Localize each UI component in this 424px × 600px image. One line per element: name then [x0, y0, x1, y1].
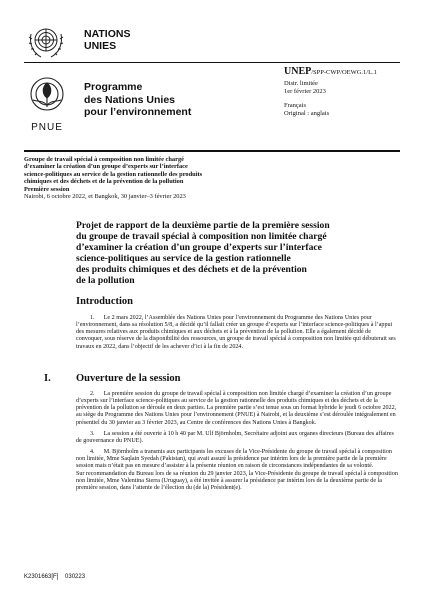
original-language: Original : anglais — [284, 110, 330, 117]
meeting-line1: Groupe de travail spécial à composition non limitée chargé — [24, 156, 184, 163]
document-symbol — [284, 66, 377, 77]
unep-name-line2: des Nations Unies — [84, 93, 176, 106]
paragraph-3-text: 3. La session a été ouverte à 10 h 40 par M. Ulf Björnholm, Secrétaire adjoint aux organes directeurs (Bureau des affaires de gouvernance du PNUE). — [76, 430, 394, 444]
paragraph-2-text: 2. La première session du groupe de travail spécial à composition non limitée chargé d’examiner la création d’un groupe d’experts sur l’interface science-politiques au service de la gestion rationnelle des produits chimiques et des déchets et de la prévention de la pollution se déroule en deux parties. La première partie s’est tenue sous un format hybride le jeudi 6 octobre 2022, au siège du Programme des Nations Unies pour l’environnement (PNUE) à Nairobi, et la deuxième s’est déroulée intégralement en présentiel du 30 janvier au 3 février 2023, au Centre de conférences des Nations Unies à Bangkok. — [76, 391, 397, 426]
meeting-venue: Nairobi, 6 octobre 2022, et Bangkok, 30 janvier–3 février 2023 — [24, 193, 186, 201]
title-line6: de la pollution — [76, 275, 135, 286]
paragraph-4-text: 4. M. Björnholm a transmis aux participants les excuses de la Vice-Présidente du groupe de travail spécial à composition non limitée, Mme Saqlain Syedah (Pakistan), qui avait assuré la présidence par intérim lors de la première partie de la première session mais n’était pas en mesure d’assister à la présente réunion en raison de circonstances indépendantes de sa volonté. — [76, 449, 392, 470]
distribution: Distr. limitée — [284, 80, 318, 87]
header-rule-bottom — [24, 150, 400, 152]
unep-logo — [24, 74, 70, 133]
section-1-heading: Ouverture de la session — [76, 373, 181, 384]
unep-name — [84, 81, 191, 119]
section-1-number: I. — [44, 373, 51, 384]
title-line5: des produits chimiques et des déchets et de la prévention — [76, 264, 307, 275]
meeting-line2: d’examiner la création d’un groupe d’experts sur l’interface — [24, 163, 188, 171]
paragraph-1 — [76, 315, 398, 351]
meeting-line3: science-politiques au service de la gestion rationnelle des produits — [24, 170, 203, 178]
header-rule-top — [24, 62, 400, 63]
title-line2: du groupe de travail spécial à composition non limitée chargé — [76, 231, 327, 242]
paragraph-1-text: 1. Le 2 mars 2022, l’Assemblée des Nations Unies pour l’environnement du Programme des Nations Unies pour l’environnement, dans sa résolution 5/8, a décidé qu’il fallait créer un groupe d’experts sur l’interface science-politiques à l’appui des mesures relatives aux produits chimiques et aux déchets et à la prévention de la pollution. Elle a également décidé de convoquer, sous réserve de la disponibilité des ressources, un groupe de travail spécial à composition non limitée qui débuterait ses travaux en 2022, dans l’objectif de les achever d’ici à la fin de 2024. — [76, 315, 396, 350]
un-emblem-icon — [24, 20, 68, 64]
unep-logo-text: PNUE — [31, 122, 63, 133]
un-name-line2: UNIES — [84, 40, 117, 52]
paragraph-4-continued-text: Sur recommandation du Bureau lors de sa réunion du 29 janvier 2023, la Vice-Présidente du groupe de travail spécial à composition non limitée, Mme Valentina Sierra (Uruguay), a été invitée à assurer la présidence par intérim lors de la deuxième partie de la première session, dans l’attente de l’élection du (de la) Président(e). — [76, 470, 398, 491]
un-name — [84, 28, 130, 52]
unep-name-line3: pour l’environnement — [84, 106, 192, 118]
document-meta — [284, 80, 329, 118]
meeting-info — [24, 156, 274, 200]
document-symbol-main: UNEP — [284, 66, 312, 77]
footer-job-code: K2301663[F] 030223 — [24, 574, 86, 580]
unep-name-line1: Programme — [84, 81, 143, 93]
meeting-line4: chimiques et des déchets et de la prévention de la pollution — [24, 178, 184, 186]
title-line1: Projet de rapport de la deuxième partie de la première session — [76, 220, 330, 231]
section-1-body — [76, 391, 398, 492]
un-name-line1: NATIONS — [84, 28, 131, 40]
title-line3: d’examiner la création d’un groupe d’experts sur l’interface — [76, 242, 322, 253]
meeting-session: Première session — [24, 185, 70, 193]
document-date: 1er février 2023 — [284, 88, 326, 95]
document-symbol-suffix: /SPP-CWP/OEWG.1/L.1 — [311, 69, 377, 76]
unep-emblem-icon — [24, 74, 70, 118]
document-language: Français — [284, 102, 307, 109]
introduction-heading: Introduction — [76, 296, 133, 307]
title-line4: science-politiques au service de la gestion rationnelle — [76, 253, 291, 264]
document-title — [76, 220, 396, 286]
